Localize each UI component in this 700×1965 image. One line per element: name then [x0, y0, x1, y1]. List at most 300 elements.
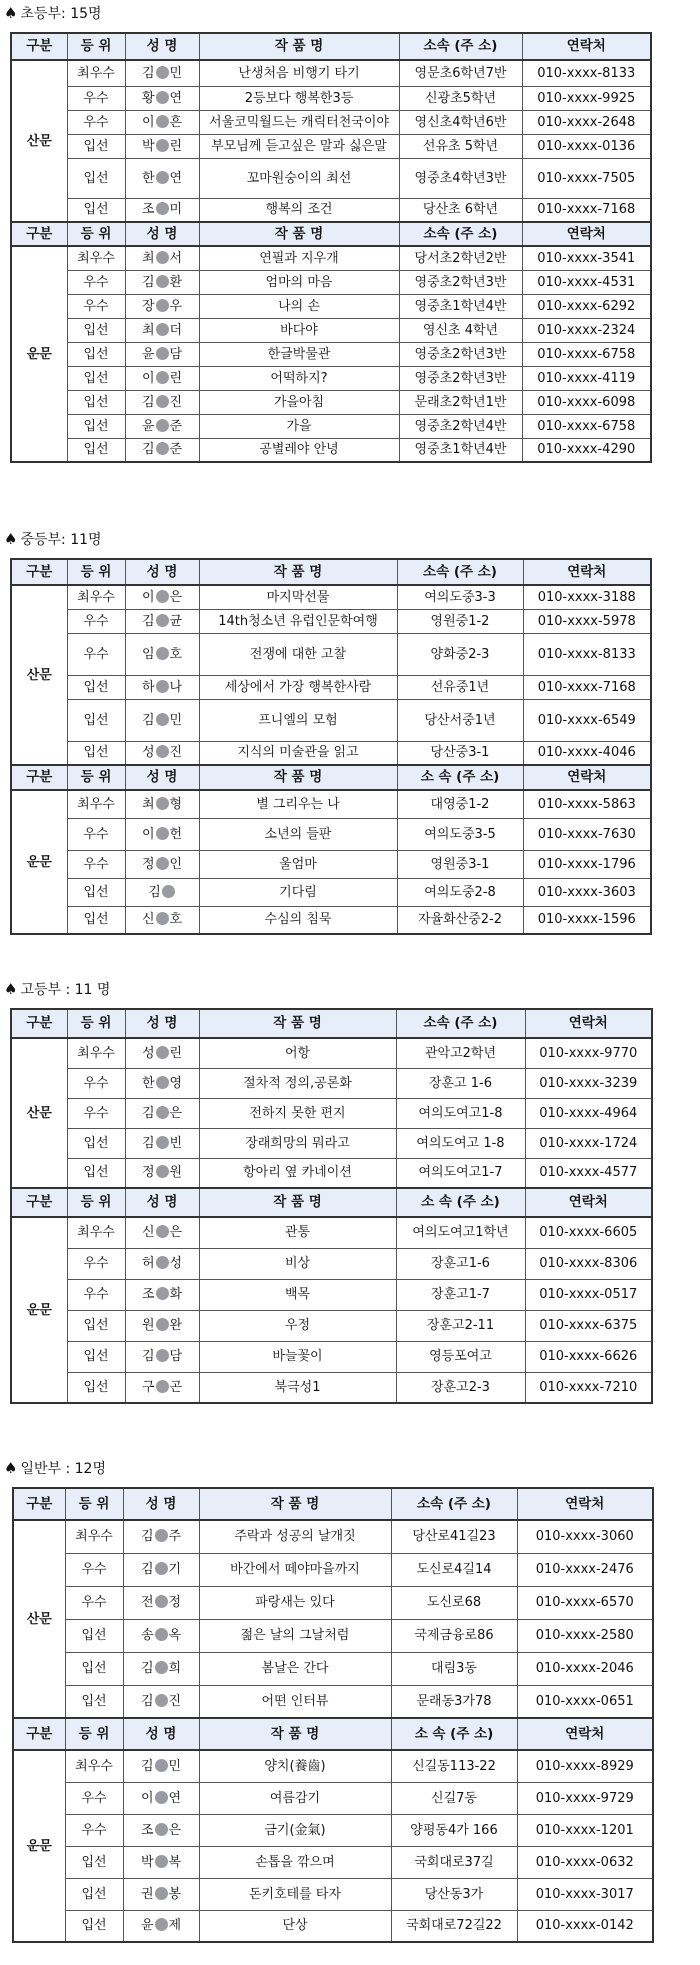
phone-cell: 010-xxxx-7210 [525, 1372, 652, 1403]
phone-cell: 010-xxxx-3188 [523, 585, 651, 609]
name-first: 김 [140, 1693, 154, 1709]
work-title-cell: 울엄마 [199, 850, 397, 878]
rank-cell: 우수 [67, 609, 125, 633]
redaction-mark [156, 275, 169, 288]
affiliation-cell: 여의도중3-3 [397, 585, 523, 609]
redaction-mark [156, 647, 169, 660]
table-row [11, 86, 651, 110]
name-cell [125, 906, 199, 934]
name-cell [125, 790, 199, 818]
affiliation-cell: 당산로41길23 [391, 1520, 517, 1553]
phone-cell: 010-xxxx-6758 [522, 414, 651, 438]
rank-cell: 입선 [67, 878, 125, 906]
name-last: 형 [169, 796, 183, 812]
affiliation-cell: 영등포여고 [396, 1341, 525, 1372]
rank-cell: 입선 [67, 134, 125, 158]
name-last: 화 [169, 1287, 183, 1302]
work-title-cell: 장래희망의 뭐라고 [199, 1128, 396, 1158]
rank-cell: 우수 [65, 1814, 123, 1846]
affiliation-cell: 문래동3가78 [391, 1685, 517, 1718]
division-label: 산문 [11, 585, 67, 765]
column-header: 구분 [11, 1009, 67, 1038]
work-title-cell: 가을아침 [199, 390, 399, 414]
table-row [13, 1586, 653, 1619]
header-row [11, 222, 651, 246]
name-last: 은 [169, 1105, 183, 1121]
phone-cell: 010-xxxx-7168 [522, 198, 651, 222]
redaction-mark [156, 202, 169, 215]
name-first: 윤 [141, 418, 155, 434]
table-row [11, 1341, 652, 1372]
column-header: 소속 (주 소) [391, 1488, 517, 1520]
work-title-cell: 양치(養齒) [199, 1750, 391, 1782]
redaction-mark [155, 1855, 168, 1868]
column-header: 구분 [11, 222, 67, 246]
table-row [13, 1652, 653, 1685]
section-title-text: 초등부: 15명 [20, 6, 102, 22]
name-cell [125, 850, 199, 878]
work-title-cell: 바늘꽃이 [199, 1341, 396, 1372]
work-title-cell: 꼬마원숭이의 최선 [199, 158, 399, 198]
name-first: 김 [141, 394, 155, 410]
phone-cell: 010-xxxx-0651 [517, 1685, 653, 1718]
rank-cell: 우수 [67, 850, 125, 878]
header-row [13, 1718, 653, 1750]
name-first: 한 [141, 1075, 155, 1091]
redaction-mark [155, 1595, 168, 1608]
affiliation-cell: 국회대로72길22 [391, 1910, 517, 1942]
header-row [13, 1488, 653, 1520]
redaction-mark [155, 1529, 168, 1542]
work-title-cell: 관통 [199, 1217, 396, 1248]
name-first: 박 [141, 138, 155, 154]
phone-cell: 010-xxxx-4046 [523, 741, 651, 765]
rank-cell: 입선 [67, 675, 125, 699]
work-title-cell: 별 그리우는 나 [199, 790, 397, 818]
name-cell [125, 366, 199, 390]
rank-cell: 입선 [65, 1685, 123, 1718]
name-cell [123, 1846, 199, 1878]
division-label: 산문 [11, 60, 67, 222]
redaction-mark [155, 1887, 168, 1900]
redaction-mark [156, 680, 169, 693]
table-row [11, 390, 651, 414]
name-cell [125, 1098, 199, 1128]
name-cell [125, 633, 199, 675]
affiliation-cell: 선유중1년 [397, 675, 523, 699]
work-title-cell: 전하지 못한 편지 [199, 1098, 396, 1128]
award-table [10, 1008, 653, 1404]
table-row [11, 1128, 652, 1158]
column-header: 작 품 명 [199, 1488, 391, 1520]
redaction-mark [155, 1823, 168, 1836]
column-header: 등 위 [67, 33, 125, 60]
rank-cell: 입선 [67, 414, 125, 438]
column-header: 성 명 [125, 1009, 199, 1038]
work-title-cell: 행복의 조건 [199, 198, 399, 222]
name-first: 장 [141, 298, 155, 314]
table-row [11, 1038, 652, 1068]
name-last: 흔 [169, 114, 183, 130]
affiliation-cell: 영원중3-1 [397, 850, 523, 878]
table-row [11, 110, 651, 134]
name-cell [125, 86, 199, 110]
work-title-cell: 절차적 정의,공론화 [199, 1068, 396, 1098]
name-last: 곤 [169, 1379, 183, 1395]
name-last: 준 [169, 418, 183, 434]
affiliation-cell: 당산초 6학년 [399, 198, 522, 222]
phone-cell: 010-xxxx-2046 [517, 1652, 653, 1685]
affiliation-cell: 장훈고1-7 [396, 1279, 525, 1310]
redaction-mark [156, 1046, 169, 1059]
name-first: 이 [140, 1790, 154, 1806]
column-header: 등 위 [67, 765, 125, 790]
division-label: 운문 [13, 1750, 65, 1942]
name-first: 조 [141, 1287, 155, 1302]
column-header: 등 위 [65, 1718, 123, 1750]
name-last: 원 [169, 1165, 183, 1181]
column-header: 작 품 명 [199, 33, 399, 60]
rank-cell: 입선 [65, 1910, 123, 1942]
name-cell [123, 1685, 199, 1718]
rank-cell: 우수 [67, 633, 125, 675]
phone-cell: 010-xxxx-3017 [517, 1878, 653, 1910]
affiliation-cell: 여의도여고1-8 [396, 1098, 525, 1128]
column-header: 등 위 [67, 222, 125, 246]
name-last: 진 [169, 394, 183, 410]
affiliation-cell: 영중초2학년3반 [399, 366, 522, 390]
name-last: 더 [169, 322, 183, 338]
name-last: 환 [169, 274, 183, 290]
name-last: 헌 [169, 826, 183, 842]
column-header: 연락처 [525, 1188, 652, 1217]
name-cell [125, 1128, 199, 1158]
rank-cell: 우수 [67, 1279, 125, 1310]
name-first: 최 [141, 796, 155, 812]
rank-cell: 입선 [67, 342, 125, 366]
phone-cell: 010-xxxx-0517 [525, 1279, 652, 1310]
name-last: 복 [168, 1854, 182, 1870]
name-cell [125, 294, 199, 318]
affiliation-cell: 영중초1학년4반 [399, 438, 522, 462]
rank-cell: 입선 [67, 1341, 125, 1372]
name-cell [125, 318, 199, 342]
name-last: 빈 [169, 1135, 183, 1151]
rank-cell: 입선 [67, 906, 125, 934]
affiliation-cell: 당산동3가 [391, 1878, 517, 1910]
rank-cell: 입선 [65, 1878, 123, 1910]
name-first: 정 [141, 856, 155, 872]
redaction-mark [156, 827, 169, 840]
division-label: 산문 [11, 1038, 67, 1188]
phone-cell: 010-xxxx-1596 [523, 906, 651, 934]
redaction-mark [156, 419, 169, 432]
column-header: 소 속 (주 소) [391, 1718, 517, 1750]
phone-cell: 010-xxxx-9770 [525, 1038, 652, 1068]
table-row [11, 1310, 652, 1341]
name-last: 주 [168, 1529, 182, 1545]
name-first: 전 [140, 1595, 154, 1610]
rank-cell: 우수 [65, 1586, 123, 1619]
header-row [11, 765, 651, 790]
column-header: 연락처 [522, 222, 651, 246]
name-first: 이 [141, 370, 155, 386]
phone-cell: 010-xxxx-6570 [517, 1586, 653, 1619]
affiliation-cell: 여의도중3-5 [397, 818, 523, 850]
table-row [11, 585, 651, 609]
phone-cell: 010-xxxx-9729 [517, 1782, 653, 1814]
redaction-mark [156, 139, 169, 152]
redaction-mark [156, 1136, 169, 1149]
redaction-mark [162, 885, 175, 898]
table-row [11, 318, 651, 342]
name-last: 봉 [168, 1886, 182, 1902]
affiliation-cell: 신광초5학년 [399, 86, 522, 110]
name-last: 인 [169, 856, 183, 872]
work-title-cell: 지식의 미술관을 읽고 [199, 741, 397, 765]
work-title-cell: 나의 손 [199, 294, 399, 318]
rank-cell: 최우수 [65, 1520, 123, 1553]
name-first: 원 [141, 1318, 155, 1333]
table-row [11, 699, 651, 741]
name-first: 이 [141, 114, 155, 130]
redaction-mark [156, 1106, 169, 1119]
column-header: 성 명 [123, 1718, 199, 1750]
column-header: 작 품 명 [199, 222, 399, 246]
column-header: 작 품 명 [199, 559, 397, 585]
table-row [11, 609, 651, 633]
name-last: 완 [169, 1318, 183, 1333]
affiliation-cell: 장훈고1-6 [396, 1248, 525, 1279]
rank-cell: 우수 [67, 818, 125, 850]
name-cell [123, 1619, 199, 1652]
phone-cell: 010-xxxx-6605 [525, 1217, 652, 1248]
name-first: 허 [141, 1256, 155, 1271]
name-first: 최 [141, 322, 155, 338]
affiliation-cell: 대영중1-2 [397, 790, 523, 818]
division-label: 운문 [11, 246, 67, 462]
name-cell [125, 246, 199, 270]
affiliation-cell: 영중초1학년4반 [399, 294, 522, 318]
phone-cell: 010-xxxx-6375 [525, 1310, 652, 1341]
name-cell [123, 1553, 199, 1586]
rank-cell: 입선 [67, 158, 125, 198]
column-header: 성 명 [125, 33, 199, 60]
table-row [11, 1068, 652, 1098]
redaction-mark [156, 745, 169, 758]
column-header: 연락처 [522, 33, 651, 60]
name-last: 은 [168, 1822, 182, 1838]
spade-icon: ♠ [4, 4, 18, 22]
table-row [13, 1782, 653, 1814]
rank-cell: 입선 [67, 366, 125, 390]
name-cell [123, 1814, 199, 1846]
affiliation-cell: 대림3동 [391, 1652, 517, 1685]
table-row [11, 1098, 652, 1128]
work-title-cell: 주락과 성공의 날개짓 [199, 1520, 391, 1553]
phone-cell: 010-xxxx-3239 [525, 1068, 652, 1098]
work-title-cell: 단상 [199, 1910, 391, 1942]
phone-cell: 010-xxxx-0632 [517, 1846, 653, 1878]
affiliation-cell: 영원중1-2 [397, 609, 523, 633]
work-title-cell: 2등보다 행복한3등 [199, 86, 399, 110]
section-title [4, 528, 102, 550]
name-cell [125, 342, 199, 366]
redaction-mark [156, 299, 169, 312]
table-row [11, 270, 651, 294]
table-row [13, 1878, 653, 1910]
spade-icon: ♠ [4, 980, 18, 998]
redaction-mark [155, 1918, 168, 1931]
name-cell [125, 158, 199, 198]
name-first: 김 [148, 884, 161, 900]
header-row [11, 33, 651, 60]
column-header: 등 위 [65, 1488, 123, 1520]
work-title-cell: 봄날은 간다 [199, 1652, 391, 1685]
column-header: 연락처 [525, 1009, 652, 1038]
work-title-cell: 여름감기 [199, 1782, 391, 1814]
phone-cell: 010-xxxx-2648 [522, 110, 651, 134]
name-last: 미 [169, 202, 183, 218]
name-last: 호 [169, 646, 183, 662]
affiliation-cell: 신길7동 [391, 1782, 517, 1814]
phone-cell: 010-xxxx-4964 [525, 1098, 652, 1128]
affiliation-cell: 당서초2학년2반 [399, 246, 522, 270]
redaction-mark [156, 614, 169, 627]
redaction-mark [156, 1287, 169, 1300]
column-header: 소속 (주 소) [399, 33, 522, 60]
column-header: 연락처 [517, 1488, 653, 1520]
rank-cell: 최우수 [67, 585, 125, 609]
phone-cell: 010-xxxx-3541 [522, 246, 651, 270]
column-header: 구분 [11, 765, 67, 790]
redaction-mark [156, 323, 169, 336]
name-first: 김 [140, 1529, 154, 1545]
phone-cell: 010-xxxx-4290 [522, 438, 651, 462]
name-first: 조 [140, 1822, 154, 1838]
award-table [12, 1487, 654, 1943]
column-header: 성 명 [125, 1188, 199, 1217]
redaction-mark [156, 371, 169, 384]
work-title-cell: 한글박물관 [199, 342, 399, 366]
rank-cell: 입선 [67, 1158, 125, 1188]
name-cell [125, 198, 199, 222]
phone-cell: 010-xxxx-8929 [517, 1750, 653, 1782]
name-cell [125, 699, 199, 741]
name-first: 성 [141, 1045, 155, 1061]
name-last: 제 [168, 1918, 182, 1934]
phone-cell: 010-xxxx-8133 [523, 633, 651, 675]
work-title-cell: 바간에서 떼야마을까지 [199, 1553, 391, 1586]
name-first: 김 [141, 442, 155, 458]
name-first: 김 [140, 1562, 154, 1577]
name-first: 신 [141, 912, 155, 928]
name-cell [125, 1310, 199, 1341]
name-last: 준 [169, 442, 183, 458]
name-last: 서 [169, 250, 183, 266]
redaction-mark [156, 1318, 169, 1331]
name-first: 김 [140, 1661, 154, 1676]
name-last: 균 [169, 613, 183, 629]
table-row [13, 1553, 653, 1586]
work-title-cell: 부모님께 듣고싶은 말과 싫은말 [199, 134, 399, 158]
name-last: 연 [169, 90, 183, 106]
table-row [11, 246, 651, 270]
name-first: 송 [140, 1628, 154, 1643]
affiliation-cell: 여의도여고1학년 [396, 1217, 525, 1248]
name-cell [125, 609, 199, 633]
name-last: 호 [169, 912, 183, 928]
phone-cell: 010-xxxx-6758 [522, 342, 651, 366]
name-first: 윤 [141, 346, 155, 362]
phone-cell: 010-xxxx-3060 [517, 1520, 653, 1553]
phone-cell: 010-xxxx-4531 [522, 270, 651, 294]
work-title-cell: 젊은 날의 그날처럼 [199, 1619, 391, 1652]
name-last: 린 [169, 1045, 183, 1061]
rank-cell: 입선 [67, 390, 125, 414]
work-title-cell: 엄마의 마음 [199, 270, 399, 294]
rank-cell: 우수 [67, 1068, 125, 1098]
work-title-cell: 마지막선물 [199, 585, 397, 609]
work-title-cell: 공별레야 안녕 [199, 438, 399, 462]
work-title-cell: 파랑새는 있다 [199, 1586, 391, 1619]
name-first: 김 [141, 65, 155, 81]
work-title-cell: 기다림 [199, 878, 397, 906]
name-cell [123, 1910, 199, 1942]
name-last: 기 [168, 1562, 182, 1577]
name-last: 우 [169, 298, 183, 314]
affiliation-cell: 도신로68 [391, 1586, 517, 1619]
name-cell [125, 134, 199, 158]
name-last: 민 [169, 65, 183, 81]
work-title-cell: 난생처음 비행기 타기 [199, 60, 399, 86]
column-header: 연락처 [523, 765, 651, 790]
phone-cell: 010-xxxx-4119 [522, 366, 651, 390]
phone-cell: 010-xxxx-5863 [523, 790, 651, 818]
affiliation-cell: 영중초2학년3반 [399, 342, 522, 366]
column-header: 등 위 [67, 559, 125, 585]
table-row [11, 1279, 652, 1310]
affiliation-cell: 장훈고2-3 [396, 1372, 525, 1403]
column-header: 구분 [11, 559, 67, 585]
phone-cell: 010-xxxx-7168 [523, 675, 651, 699]
affiliation-cell: 국제금융로86 [391, 1619, 517, 1652]
affiliation-cell: 국회대로37길 [391, 1846, 517, 1878]
name-last: 옥 [168, 1628, 182, 1643]
name-cell [123, 1782, 199, 1814]
affiliation-cell: 장훈고 1-6 [396, 1068, 525, 1098]
redaction-mark [156, 1380, 169, 1393]
table-row [11, 1248, 652, 1279]
column-header: 연락처 [517, 1718, 653, 1750]
table-row [13, 1814, 653, 1846]
column-header: 소속 (주 소) [399, 222, 522, 246]
work-title-cell: 어떡하지? [199, 366, 399, 390]
name-first: 신 [141, 1225, 155, 1241]
work-title-cell: 가을 [199, 414, 399, 438]
work-title-cell: 금기(金氣) [199, 1814, 391, 1846]
name-first: 김 [141, 1349, 155, 1364]
redaction-mark [156, 1349, 169, 1362]
redaction-mark [156, 115, 169, 128]
rank-cell: 입선 [67, 438, 125, 462]
name-cell [123, 1520, 199, 1553]
affiliation-cell: 영신초4학년6반 [399, 110, 522, 134]
phone-cell: 010-xxxx-0136 [522, 134, 651, 158]
affiliation-cell: 양평동4가 166 [391, 1814, 517, 1846]
column-header: 구분 [13, 1488, 65, 1520]
work-title-cell: 수심의 침묵 [199, 906, 397, 934]
